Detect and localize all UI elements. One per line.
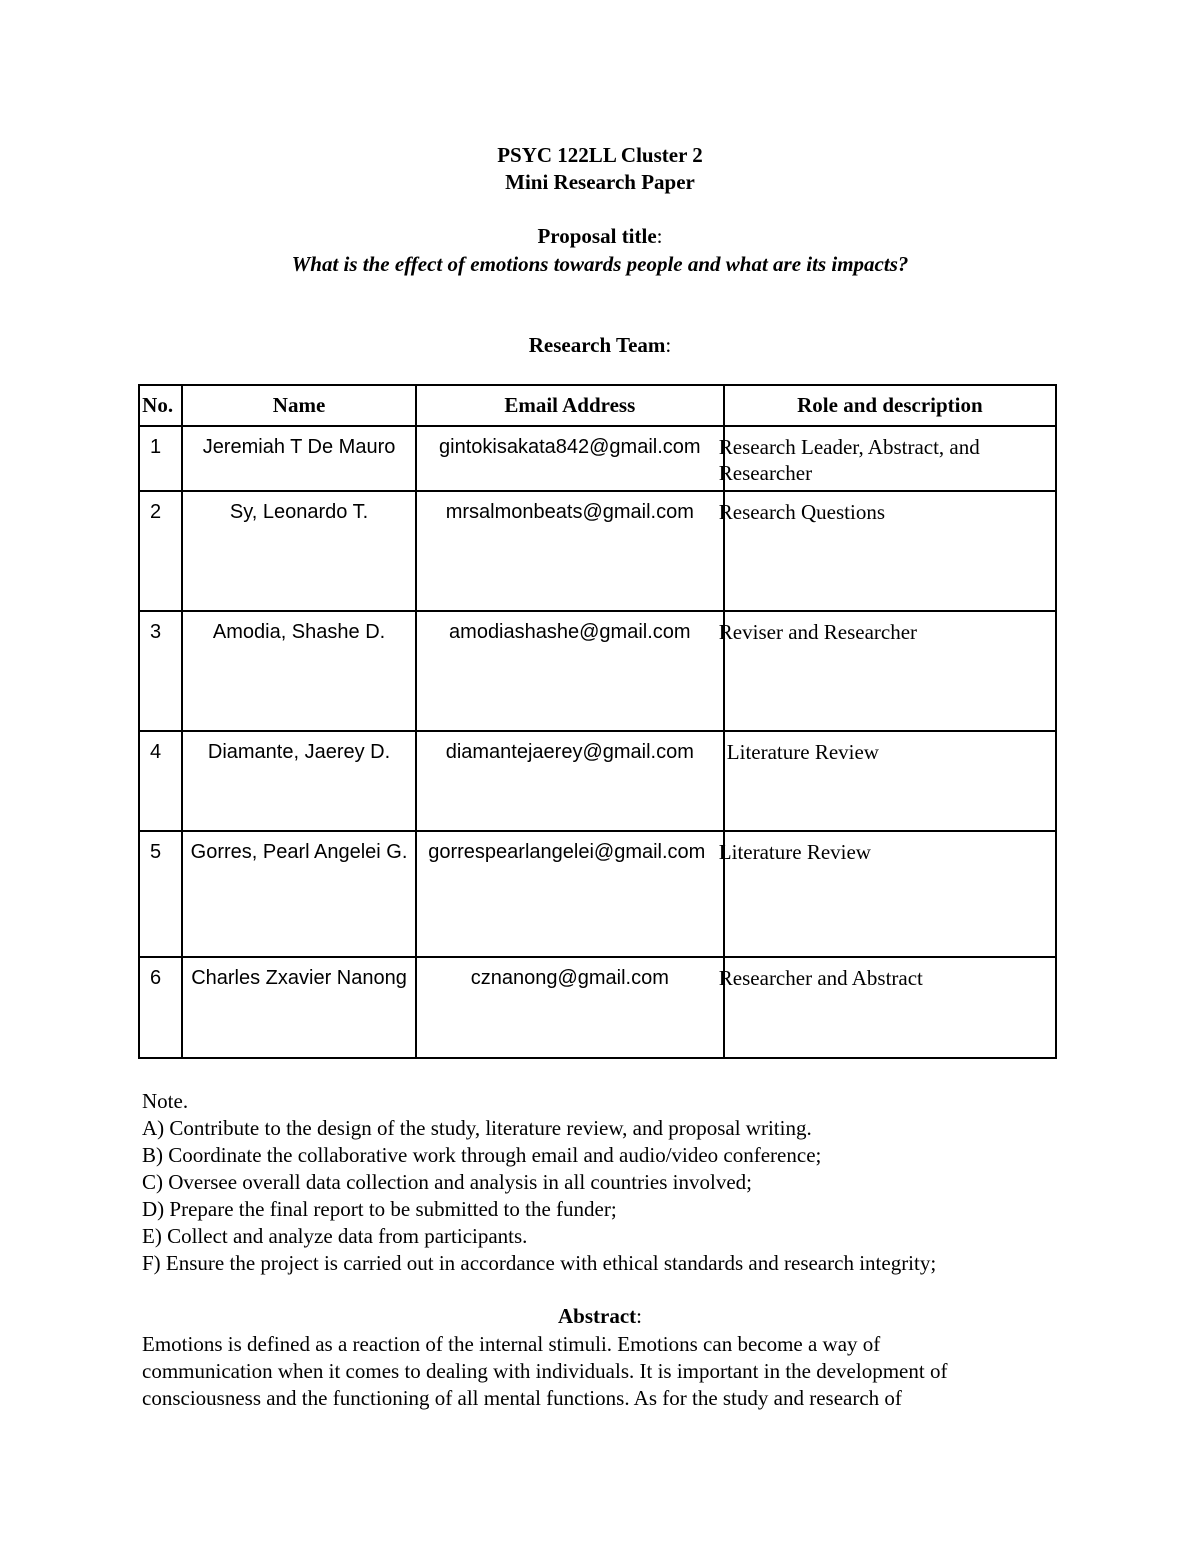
course-title: PSYC 122LL Cluster 2 — [497, 143, 703, 167]
abstract-label: Abstract — [558, 1304, 637, 1328]
research-team-table — [138, 384, 1057, 1059]
row-no: 4 — [150, 741, 162, 763]
note-item: C) Oversee overall data collection and analysis in all countries involved; — [142, 1170, 752, 1194]
table-row — [139, 957, 1056, 1058]
row-role: Researcher and Abstract — [718, 966, 923, 990]
header-no: No. — [139, 385, 182, 426]
abstract-line: Emotions is defined as a reaction of the internal stimuli. Emotions can become a way of — [142, 1332, 881, 1356]
row-role: Literature Review — [726, 740, 879, 764]
row-no: 3 — [150, 621, 162, 643]
row-no: 6 — [150, 967, 162, 989]
row-name: Sy, Leonardo T. — [229, 501, 369, 523]
row-name: Diamante, Jaerey D. — [207, 741, 391, 763]
row-role: Literature Review — [718, 840, 871, 864]
row-name: Jeremiah T De Mauro — [202, 436, 396, 458]
header-name: Name — [182, 385, 416, 426]
row-role: Research Questions — [718, 500, 886, 524]
paper-type: Mini Research Paper — [505, 170, 695, 194]
proposal-label-text: Proposal title — [537, 224, 657, 248]
row-email: amodiashashe@gmail.com — [449, 621, 691, 643]
note-item: B) Coordinate the collaborative work through email and audio/video conference; — [142, 1143, 822, 1167]
note-item: E) Collect and analyze data from participants. — [142, 1224, 528, 1248]
team-label — [0, 333, 1200, 358]
note-item: D) Prepare the final report to be submitted to the funder; — [142, 1197, 617, 1221]
note-item: F) Ensure the project is carried out in accordance with ethical standards and research integrity; — [142, 1251, 937, 1275]
row-no: 5 — [150, 841, 162, 863]
row-email: gorrespearlangelei@gmail.com — [428, 841, 706, 863]
table-row — [139, 491, 1056, 611]
proposal-label-colon: : — [656, 224, 663, 248]
row-name: Gorres, Pearl Angelei G. — [190, 841, 408, 863]
table-row — [139, 831, 1056, 957]
abstract-line: communication when it comes to dealing with individuals. It is important in the development of — [142, 1359, 948, 1383]
row-name: Amodia, Shashe D. — [212, 621, 386, 643]
row-email: cznanong@gmail.com — [470, 967, 669, 989]
row-no: 1 — [150, 436, 162, 458]
row-email: gintokisakata842@gmail.com — [439, 436, 701, 458]
team-label-text: Research Team — [528, 333, 666, 357]
row-role: Research Leader, Abstract, and Researcher — [718, 435, 980, 485]
table-row — [139, 611, 1056, 731]
table-row — [139, 426, 1056, 491]
team-label-colon: : — [665, 333, 672, 357]
abstract-line: consciousness and the functioning of all mental functions. As for the study and research of — [142, 1386, 902, 1410]
proposal-title: What is the effect of emotions towards people and what are its impacts? — [291, 252, 909, 276]
notes-label: Note. — [142, 1089, 189, 1113]
abstract-colon: : — [636, 1304, 642, 1328]
table-header-row — [139, 385, 1056, 426]
note-item: A) Contribute to the design of the study, literature review, and proposal writing. — [142, 1116, 812, 1140]
row-role: Reviser and Researcher — [718, 620, 918, 644]
header-role: Role and description — [724, 385, 1056, 426]
row-email: mrsalmonbeats@gmail.com — [445, 501, 694, 523]
table-row — [139, 731, 1056, 831]
abstract-heading — [0, 1304, 1200, 1329]
row-no: 2 — [150, 501, 162, 523]
notes-section — [142, 1088, 936, 1277]
row-name: Charles Zxavier Nanong — [191, 967, 407, 989]
abstract-body — [142, 1331, 1062, 1412]
row-email: diamantejaerey@gmail.com — [445, 741, 694, 763]
header-email: Email Address — [416, 385, 724, 426]
proposal-label — [0, 224, 1200, 249]
